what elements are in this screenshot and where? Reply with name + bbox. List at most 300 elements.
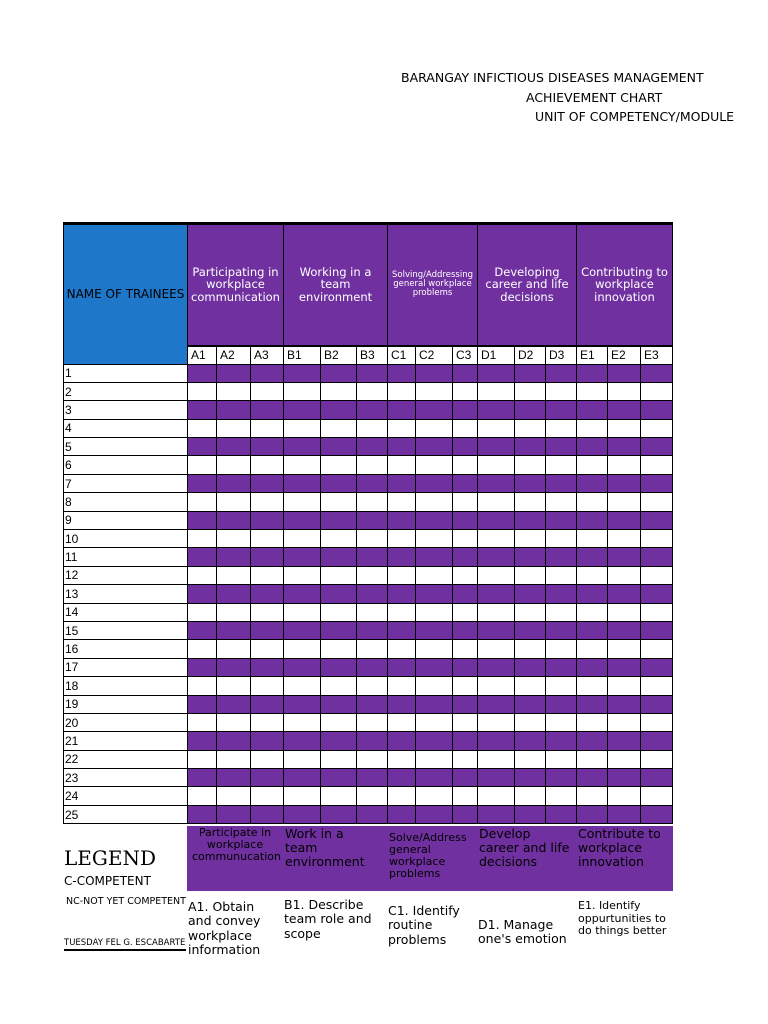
score-cell[interactable] [284,621,321,639]
score-cell[interactable] [641,474,673,492]
score-cell[interactable] [416,787,453,805]
score-cell[interactable] [453,621,478,639]
score-cell[interactable] [641,419,673,437]
score-cell[interactable] [251,511,284,529]
score-cell[interactable] [453,493,478,511]
score-cell[interactable] [217,438,251,456]
score-cell[interactable] [453,456,478,474]
score-cell[interactable] [453,548,478,566]
score-cell[interactable] [284,713,321,731]
score-cell[interactable] [251,713,284,731]
score-cell[interactable] [188,658,217,676]
score-cell[interactable] [188,695,217,713]
score-cell[interactable] [388,438,416,456]
score-cell[interactable] [416,511,453,529]
score-cell[interactable] [357,530,388,548]
score-cell[interactable] [357,364,388,382]
score-cell[interactable] [357,658,388,676]
score-cell[interactable] [357,419,388,437]
score-cell[interactable] [577,438,608,456]
score-cell[interactable] [641,511,673,529]
score-cell[interactable] [217,511,251,529]
score-cell[interactable] [188,603,217,621]
score-cell[interactable] [321,438,357,456]
score-cell[interactable] [641,750,673,768]
score-cell[interactable] [217,548,251,566]
score-cell[interactable] [478,713,515,731]
score-cell[interactable] [577,603,608,621]
score-cell[interactable] [515,382,546,400]
score-cell[interactable] [515,677,546,695]
score-cell[interactable] [577,493,608,511]
score-cell[interactable] [608,474,641,492]
score-cell[interactable] [577,787,608,805]
score-cell[interactable] [515,769,546,787]
score-cell[interactable] [388,750,416,768]
score-cell[interactable] [546,364,577,382]
score-cell[interactable] [321,750,357,768]
score-cell[interactable] [453,585,478,603]
score-cell[interactable] [577,419,608,437]
score-cell[interactable] [188,456,217,474]
score-cell[interactable] [217,364,251,382]
score-cell[interactable] [251,419,284,437]
score-cell[interactable] [416,548,453,566]
score-cell[interactable] [284,566,321,584]
score-cell[interactable] [577,621,608,639]
score-cell[interactable] [217,566,251,584]
score-cell[interactable] [188,401,217,419]
score-cell[interactable] [416,621,453,639]
score-cell[interactable] [416,750,453,768]
score-cell[interactable] [453,530,478,548]
score-cell[interactable] [357,438,388,456]
score-cell[interactable] [641,621,673,639]
score-cell[interactable] [416,438,453,456]
score-cell[interactable] [217,769,251,787]
score-cell[interactable] [478,548,515,566]
score-cell[interactable] [321,585,357,603]
score-cell[interactable] [251,805,284,823]
score-cell[interactable] [188,713,217,731]
score-cell[interactable] [388,695,416,713]
score-cell[interactable] [357,474,388,492]
score-cell[interactable] [478,732,515,750]
score-cell[interactable] [515,640,546,658]
score-cell[interactable] [453,805,478,823]
score-cell[interactable] [388,713,416,731]
score-cell[interactable] [388,585,416,603]
score-cell[interactable] [284,769,321,787]
score-cell[interactable] [577,658,608,676]
score-cell[interactable] [357,621,388,639]
score-cell[interactable] [478,769,515,787]
score-cell[interactable] [357,566,388,584]
score-cell[interactable] [321,566,357,584]
score-cell[interactable] [284,787,321,805]
score-cell[interactable] [608,493,641,511]
score-cell[interactable] [577,364,608,382]
score-cell[interactable] [321,640,357,658]
score-cell[interactable] [188,493,217,511]
score-cell[interactable] [357,713,388,731]
score-cell[interactable] [416,456,453,474]
score-cell[interactable] [546,419,577,437]
score-cell[interactable] [416,640,453,658]
score-cell[interactable] [478,695,515,713]
score-cell[interactable] [416,805,453,823]
score-cell[interactable] [284,382,321,400]
score-cell[interactable] [641,364,673,382]
score-cell[interactable] [357,695,388,713]
score-cell[interactable] [321,382,357,400]
score-cell[interactable] [188,805,217,823]
score-cell[interactable] [453,382,478,400]
score-cell[interactable] [357,677,388,695]
score-cell[interactable] [453,677,478,695]
score-cell[interactable] [608,658,641,676]
score-cell[interactable] [251,677,284,695]
score-cell[interactable] [453,438,478,456]
score-cell[interactable] [546,787,577,805]
score-cell[interactable] [357,382,388,400]
score-cell[interactable] [251,585,284,603]
score-cell[interactable] [515,750,546,768]
score-cell[interactable] [188,382,217,400]
score-cell[interactable] [577,695,608,713]
score-cell[interactable] [416,769,453,787]
score-cell[interactable] [453,658,478,676]
score-cell[interactable] [188,438,217,456]
score-cell[interactable] [515,585,546,603]
score-cell[interactable] [416,364,453,382]
score-cell[interactable] [577,382,608,400]
score-cell[interactable] [388,769,416,787]
score-cell[interactable] [251,566,284,584]
score-cell[interactable] [515,713,546,731]
score-cell[interactable] [577,474,608,492]
score-cell[interactable] [284,585,321,603]
score-cell[interactable] [546,382,577,400]
score-cell[interactable] [416,658,453,676]
score-cell[interactable] [546,456,577,474]
score-cell[interactable] [217,419,251,437]
score-cell[interactable] [357,493,388,511]
score-cell[interactable] [608,732,641,750]
score-cell[interactable] [608,695,641,713]
score-cell[interactable] [188,530,217,548]
score-cell[interactable] [546,769,577,787]
score-cell[interactable] [217,530,251,548]
score-cell[interactable] [478,603,515,621]
score-cell[interactable] [188,566,217,584]
score-cell[interactable] [217,621,251,639]
score-cell[interactable] [284,419,321,437]
score-cell[interactable] [388,511,416,529]
score-cell[interactable] [478,364,515,382]
score-cell[interactable] [388,621,416,639]
score-cell[interactable] [388,419,416,437]
score-cell[interactable] [546,566,577,584]
score-cell[interactable] [546,677,577,695]
score-cell[interactable] [453,732,478,750]
score-cell[interactable] [284,456,321,474]
score-cell[interactable] [577,530,608,548]
score-cell[interactable] [357,805,388,823]
score-cell[interactable] [321,456,357,474]
score-cell[interactable] [478,566,515,584]
score-cell[interactable] [416,474,453,492]
score-cell[interactable] [546,438,577,456]
score-cell[interactable] [284,750,321,768]
score-cell[interactable] [251,658,284,676]
score-cell[interactable] [453,474,478,492]
score-cell[interactable] [416,677,453,695]
score-cell[interactable] [284,474,321,492]
score-cell[interactable] [321,548,357,566]
score-cell[interactable] [453,364,478,382]
score-cell[interactable] [416,401,453,419]
score-cell[interactable] [357,769,388,787]
score-cell[interactable] [641,456,673,474]
score-cell[interactable] [217,732,251,750]
score-cell[interactable] [515,732,546,750]
score-cell[interactable] [608,364,641,382]
score-cell[interactable] [515,787,546,805]
score-cell[interactable] [284,364,321,382]
score-cell[interactable] [217,493,251,511]
score-cell[interactable] [217,787,251,805]
score-cell[interactable] [515,438,546,456]
score-cell[interactable] [478,474,515,492]
score-cell[interactable] [546,695,577,713]
score-cell[interactable] [321,677,357,695]
score-cell[interactable] [284,805,321,823]
score-cell[interactable] [388,456,416,474]
score-cell[interactable] [251,640,284,658]
score-cell[interactable] [284,732,321,750]
score-cell[interactable] [416,530,453,548]
score-cell[interactable] [453,695,478,713]
score-cell[interactable] [188,750,217,768]
score-cell[interactable] [641,677,673,695]
score-cell[interactable] [546,530,577,548]
score-cell[interactable] [577,511,608,529]
score-cell[interactable] [478,750,515,768]
score-cell[interactable] [251,769,284,787]
score-cell[interactable] [641,658,673,676]
score-cell[interactable] [188,419,217,437]
score-cell[interactable] [284,438,321,456]
score-cell[interactable] [388,603,416,621]
score-cell[interactable] [188,787,217,805]
score-cell[interactable] [388,677,416,695]
score-cell[interactable] [321,695,357,713]
score-cell[interactable] [641,493,673,511]
score-cell[interactable] [478,419,515,437]
score-cell[interactable] [546,603,577,621]
score-cell[interactable] [416,566,453,584]
score-cell[interactable] [251,493,284,511]
score-cell[interactable] [321,364,357,382]
score-cell[interactable] [546,474,577,492]
score-cell[interactable] [284,511,321,529]
score-cell[interactable] [321,493,357,511]
score-cell[interactable] [641,530,673,548]
score-cell[interactable] [608,621,641,639]
score-cell[interactable] [188,621,217,639]
score-cell[interactable] [357,732,388,750]
score-cell[interactable] [608,750,641,768]
score-cell[interactable] [388,787,416,805]
score-cell[interactable] [251,438,284,456]
score-cell[interactable] [357,548,388,566]
score-cell[interactable] [478,585,515,603]
score-cell[interactable] [388,566,416,584]
score-cell[interactable] [515,364,546,382]
score-cell[interactable] [608,456,641,474]
score-cell[interactable] [217,603,251,621]
score-cell[interactable] [217,677,251,695]
score-cell[interactable] [251,732,284,750]
score-cell[interactable] [284,530,321,548]
score-cell[interactable] [284,658,321,676]
score-cell[interactable] [357,640,388,658]
score-cell[interactable] [188,732,217,750]
score-cell[interactable] [453,401,478,419]
score-cell[interactable] [478,401,515,419]
score-cell[interactable] [546,493,577,511]
score-cell[interactable] [188,548,217,566]
score-cell[interactable] [546,732,577,750]
score-cell[interactable] [416,382,453,400]
score-cell[interactable] [577,456,608,474]
score-cell[interactable] [388,474,416,492]
score-cell[interactable] [577,732,608,750]
score-cell[interactable] [577,401,608,419]
score-cell[interactable] [217,474,251,492]
score-cell[interactable] [608,769,641,787]
score-cell[interactable] [608,438,641,456]
score-cell[interactable] [453,640,478,658]
score-cell[interactable] [478,677,515,695]
score-cell[interactable] [515,419,546,437]
score-cell[interactable] [546,658,577,676]
score-cell[interactable] [251,787,284,805]
score-cell[interactable] [251,621,284,639]
score-cell[interactable] [284,401,321,419]
score-cell[interactable] [608,713,641,731]
score-cell[interactable] [217,585,251,603]
score-cell[interactable] [641,548,673,566]
score-cell[interactable] [641,769,673,787]
score-cell[interactable] [577,548,608,566]
score-cell[interactable] [577,805,608,823]
score-cell[interactable] [546,401,577,419]
score-cell[interactable] [388,382,416,400]
score-cell[interactable] [478,382,515,400]
score-cell[interactable] [416,732,453,750]
score-cell[interactable] [284,603,321,621]
score-cell[interactable] [416,713,453,731]
score-cell[interactable] [321,621,357,639]
score-cell[interactable] [217,640,251,658]
score-cell[interactable] [357,603,388,621]
score-cell[interactable] [478,493,515,511]
score-cell[interactable] [321,713,357,731]
score-cell[interactable] [515,530,546,548]
score-cell[interactable] [608,401,641,419]
score-cell[interactable] [357,585,388,603]
score-cell[interactable] [284,640,321,658]
score-cell[interactable] [577,713,608,731]
score-cell[interactable] [188,640,217,658]
score-cell[interactable] [321,419,357,437]
score-cell[interactable] [284,677,321,695]
score-cell[interactable] [515,401,546,419]
score-cell[interactable] [546,805,577,823]
score-cell[interactable] [608,787,641,805]
score-cell[interactable] [608,548,641,566]
score-cell[interactable] [251,695,284,713]
score-cell[interactable] [453,769,478,787]
score-cell[interactable] [284,695,321,713]
score-cell[interactable] [453,566,478,584]
score-cell[interactable] [188,677,217,695]
score-cell[interactable] [453,787,478,805]
score-cell[interactable] [188,585,217,603]
score-cell[interactable] [608,419,641,437]
score-cell[interactable] [641,438,673,456]
score-cell[interactable] [515,805,546,823]
score-cell[interactable] [515,474,546,492]
score-cell[interactable] [478,658,515,676]
score-cell[interactable] [217,713,251,731]
score-cell[interactable] [217,750,251,768]
score-cell[interactable] [608,585,641,603]
score-cell[interactable] [641,603,673,621]
score-cell[interactable] [577,750,608,768]
score-cell[interactable] [453,750,478,768]
score-cell[interactable] [251,603,284,621]
score-cell[interactable] [608,382,641,400]
score-cell[interactable] [453,603,478,621]
score-cell[interactable] [388,493,416,511]
score-cell[interactable] [546,750,577,768]
score-cell[interactable] [515,456,546,474]
score-cell[interactable] [641,787,673,805]
score-cell[interactable] [321,603,357,621]
score-cell[interactable] [546,548,577,566]
score-cell[interactable] [251,401,284,419]
score-cell[interactable] [478,787,515,805]
score-cell[interactable] [388,530,416,548]
score-cell[interactable] [478,805,515,823]
score-cell[interactable] [608,805,641,823]
score-cell[interactable] [608,603,641,621]
score-cell[interactable] [284,548,321,566]
score-cell[interactable] [388,732,416,750]
score-cell[interactable] [321,530,357,548]
score-cell[interactable] [453,511,478,529]
score-cell[interactable] [217,456,251,474]
score-cell[interactable] [453,419,478,437]
score-cell[interactable] [546,621,577,639]
score-cell[interactable] [546,713,577,731]
score-cell[interactable] [641,732,673,750]
score-cell[interactable] [478,511,515,529]
score-cell[interactable] [251,750,284,768]
